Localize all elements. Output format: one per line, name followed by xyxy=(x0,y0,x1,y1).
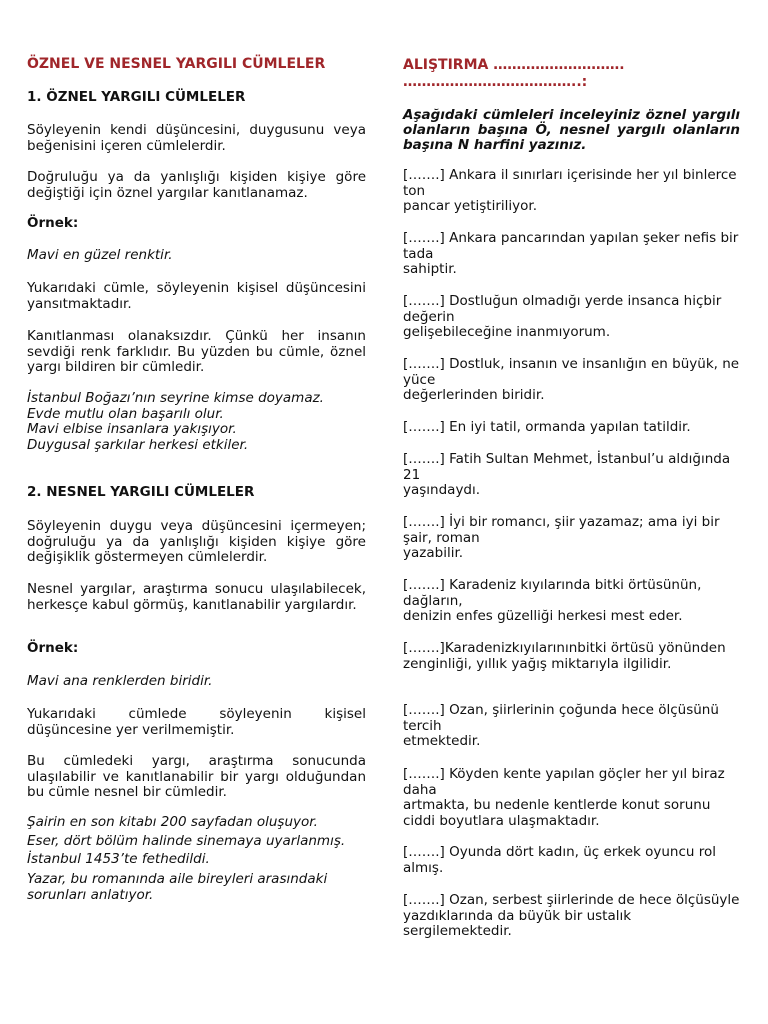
section-2-example-2: Eser, dört bölüm halinde sinemaya uyarlanmış. xyxy=(27,833,346,849)
exercise-item-6-line-1: […….] Fatih Sultan Mehmet, İstanbul’u aldığında 21 xyxy=(403,451,731,483)
exercise-item-10 xyxy=(403,703,740,750)
exercise-item-8-line-2: denizin enfes güzelliği herkesi mest eder. xyxy=(403,608,683,624)
section-1-paragraph-1: Söyleyenin kendi düşüncesini, duygusunu veya beğenisini içeren cümlelerdir. xyxy=(27,122,366,154)
exercise-item-12-line-1: […….] Oyunda dört kadın, üç erkek oyuncu rol almış. xyxy=(403,844,717,876)
exercise-item-1 xyxy=(403,168,740,215)
section-1-paragraph-3: Yukarıdaki cümle, söyleyenin kişisel düşüncesini yansıtmaktadır. xyxy=(27,280,366,312)
exercise-title-line-2: ………………………………..: xyxy=(403,74,588,90)
section-1-example-3: Mavi elbise insanlara yakışıyor. xyxy=(27,421,237,437)
exercise-item-9 xyxy=(403,641,740,672)
exercise-item-12 xyxy=(403,845,740,876)
exercise-item-7-line-2: yazabilir. xyxy=(403,545,464,561)
section-2-paragraph-1: Söyleyenin duygu veya düşüncesini içermeyen; doğruluğu ya da yanlışlığı kişiden kişiye göre değişiklik göstermeyen cümlelerdir. xyxy=(27,518,366,565)
exercise-item-10-line-1: […….] Ozan, şiirlerinin çoğunda hece ölçüsünü tercih xyxy=(403,702,719,734)
exercise-item-4-line-2: değerlerinden biridir. xyxy=(403,387,545,403)
section-1-heading: 1. ÖZNEL YARGILI CÜMLELER xyxy=(27,89,246,105)
exercise-item-13 xyxy=(403,893,740,940)
exercise-item-2 xyxy=(403,231,740,278)
exercise-item-7-line-1: […….] İyi bir romancı, şiir yazamaz; ama iyi bir şair, roman xyxy=(403,514,720,546)
exercise-item-13-line-2: yazdıklarında da büyük bir ustalık sergilemektedir. xyxy=(403,907,632,939)
section-2-example-label: Örnek: xyxy=(27,640,79,656)
section-1-example-label: Örnek: xyxy=(27,215,79,231)
exercise-item-11-line-1: […….] Köyden kente yapılan göçler her yıl biraz daha xyxy=(403,766,725,798)
exercise-item-4-line-1: […….] Dostluk, insanın ve insanlığın en büyük, ne yüce xyxy=(403,356,740,388)
exercise-item-1-line-1: […….] Ankara il sınırları içerisinde her yıl binlerce ton xyxy=(403,167,737,199)
exercise-item-4 xyxy=(403,357,740,404)
section-2-example: Mavi ana renklerden biridir. xyxy=(27,673,213,689)
section-2-paragraph-3: Yukarıdaki cümlede söyleyenin kişisel düşüncesine yer verilmemiştir. xyxy=(27,706,366,738)
section-1-example-2: Evde mutlu olan başarılı olur. xyxy=(27,406,224,422)
exercise-item-1-line-2: pancar yetiştiriliyor. xyxy=(403,198,538,214)
exercise-item-2-line-2: sahiptir. xyxy=(403,261,457,277)
exercise-item-3-line-1: […….] Dostluğun olmadığı yerde insanca hiçbir değerin xyxy=(403,293,722,325)
exercise-item-7 xyxy=(403,515,740,562)
section-2-heading: 2. NESNEL YARGILI CÜMLELER xyxy=(27,484,255,500)
exercise-item-3 xyxy=(403,294,740,341)
exercise-item-13-line-1: […….] Ozan, serbest şiirlerinde de hece ölçüsüyle xyxy=(403,892,740,908)
exercise-item-11 xyxy=(403,767,740,829)
section-1-paragraph-2: Doğruluğu ya da yanlışlığı kişiden kişiye göre değiştiği için öznel yargılar kanıtlanamaz. xyxy=(27,169,366,201)
section-2-example-3: İstanbul 1453’te fethedildi. xyxy=(27,851,210,867)
exercise-item-10-line-2: etmektedir. xyxy=(403,733,481,749)
exercise-item-8 xyxy=(403,578,740,625)
exercise-item-6-line-2: yaşındaydı. xyxy=(403,482,481,498)
exercise-item-8-line-1: […….] Karadeniz kıyılarında bitki örtüsünün, dağların, xyxy=(403,577,702,609)
section-1-paragraph-4: Kanıtlanması olanaksızdır. Çünkü her insanın sevdiği renk farklıdır. Bu yüzden bu cümle, öznel yargı bildiren bir cümledir. xyxy=(27,328,366,375)
exercise-item-9-line-1: […….]Karadenizkıyılarınınbitki örtüsü yönünden xyxy=(403,640,726,656)
section-2-paragraph-2: Nesnel yargılar, araştırma sonucu ulaşılabilecek, herkesçe kabul görmüş, kanıtlanabilir yargılardır. xyxy=(27,581,366,613)
section-1-example-4: Duygusal şarkılar herkesi etkiler. xyxy=(27,437,249,453)
exercise-instruction: Aşağıdaki cümleleri inceleyiniz öznel yargılı olanların başına Ö, nesnel yargılı olanların başına N harfini yazınız. xyxy=(403,107,740,153)
section-1-example: Mavi en güzel renktir. xyxy=(27,247,173,263)
section-2-example-1: Şairin en son kitabı 200 sayfadan oluşuyor. xyxy=(27,814,318,830)
exercise-item-5-line-1: […….] En iyi tatil, ormanda yapılan tatildir. xyxy=(403,419,691,435)
exercise-item-6 xyxy=(403,452,740,499)
exercise-item-5 xyxy=(403,420,740,436)
exercise-item-2-line-1: […….] Ankara pancarından yapılan şeker nefis bir tada xyxy=(403,230,739,262)
exercise-item-3-line-2: gelişebileceğine inanmıyorum. xyxy=(403,324,611,340)
exercise-item-11-line-2: artmakta, bu nedenle kentlerde konut sorunu ciddi boyutlara ulaşmaktadır. xyxy=(403,797,711,829)
exercise-title-line-1: ALIŞTIRMA ………………………. xyxy=(403,57,625,73)
exercise-item-9-line-2: zenginliği, yıllık yağış miktarıyla ilgilidir. xyxy=(403,655,672,672)
section-2-paragraph-4: Bu cümledeki yargı, araştırma sonucunda ulaşılabilir ve kanıtlanabilir bir yargı olduğundan bu cümle nesnel bir cümledir. xyxy=(27,753,366,800)
section-1-example-1: İstanbul Boğazı’nın seyrine kimse doyamaz. xyxy=(27,390,324,406)
page-title: ÖZNEL VE NESNEL YARGILI CÜMLELER xyxy=(27,56,326,72)
section-2-example-4: Yazar, bu romanında aile bireyleri arasındaki sorunları anlatıyor. xyxy=(27,871,328,903)
